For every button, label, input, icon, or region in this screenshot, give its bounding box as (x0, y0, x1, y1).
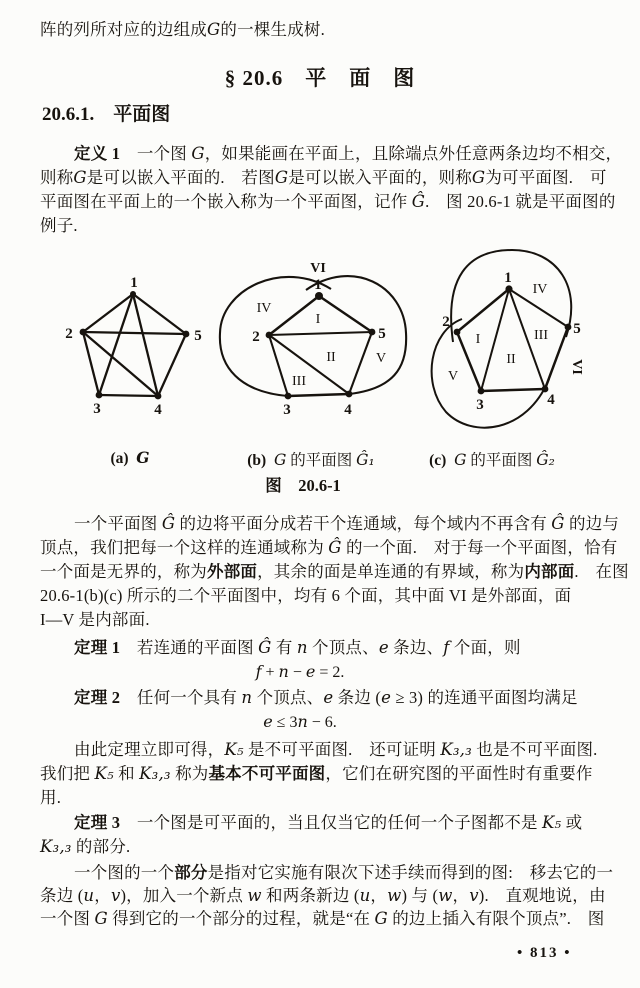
edge-1-2 (457, 289, 509, 332)
vertex-3 (478, 388, 485, 395)
theorem-3-line: K₃,₃ 的部分. (40, 837, 131, 856)
theorem-1-line: 定理 1 若连通的平面图 Ĝ 有 n 个顶点、e 条边、f 个面，则 (74, 638, 521, 657)
edge-2-3 (269, 335, 288, 396)
vertex-label-2: 2 (65, 326, 73, 342)
vertex-5 (565, 324, 572, 331)
vertex-4 (155, 393, 162, 400)
text-line: 定义 1 一个图 G，如果能画在平面上，且除端点外任意两条边均不相交， (74, 144, 623, 163)
face-label-IV: IV (532, 282, 548, 297)
vertex-label-3: 3 (283, 402, 291, 418)
faces-paragraph (40, 512, 629, 632)
face-label-I: I (315, 312, 321, 327)
vertex-label-2: 2 (252, 329, 260, 345)
edge-4-5 (158, 334, 186, 396)
vertex-label-4: 4 (154, 402, 162, 418)
vertex-label-2: 2 (442, 314, 450, 330)
graph-a (65, 275, 202, 418)
section-heading: § 20.6 平 面 图 (224, 66, 416, 90)
face-label-II: II (326, 350, 336, 365)
text-line: 一个面是无界的，称为外部面，其余的面是单连通的有界域，称为内部面. 在图 (40, 562, 629, 581)
vertex-3 (96, 392, 103, 399)
face-label-IV: IV (256, 301, 272, 316)
vertex-3 (285, 393, 292, 400)
vertex-4 (346, 391, 353, 398)
edge-1-3 (99, 294, 133, 395)
edge-1-5 (319, 296, 372, 332)
vertex-1 (130, 291, 136, 297)
vertex-label-1: 1 (130, 275, 138, 291)
text-line: 用. (40, 788, 62, 807)
edge-1-3 (481, 289, 509, 391)
edge-3-4 (481, 389, 545, 391)
edge-2-5 (269, 332, 372, 335)
face-label-V: V (447, 369, 459, 384)
graph-b (220, 261, 406, 418)
theorem-2-line: 定理 2 任何一个具有 n 个顶点、e 条边 (e ≥ 3) 的连通平面图均满足 (74, 688, 578, 707)
vertex-label-5: 5 (194, 328, 202, 344)
edge-1-2 (269, 296, 319, 335)
vertex-label-4: 4 (344, 402, 352, 418)
vertex-label-3: 3 (93, 401, 101, 417)
vertex-label-5: 5 (573, 321, 581, 337)
edge-bound-formula: e ≤ 3n − 6. (263, 712, 337, 731)
vertex-5 (369, 329, 376, 336)
vertex-label-5: 5 (378, 326, 386, 342)
text-line: 我们把 K₅ 和 K₃,₃ 称为基本不可平面图，它们在研究图的平面性时有重要作 (40, 764, 593, 783)
vertex-2 (454, 329, 461, 336)
part-paragraph (40, 861, 618, 930)
vertex-2 (266, 332, 273, 339)
theorem-3-block (40, 811, 618, 859)
face-label-II: II (506, 352, 516, 367)
vertex-5 (183, 331, 190, 338)
text-line: 平面图在平面上的一个嵌入称为一个平面图，记作 Ĝ. 图 20.6-1 就是平面图的 (40, 192, 616, 211)
figure-20-6-1 (0, 245, 640, 441)
edge-3-4 (288, 394, 349, 396)
face-label-V: V (375, 351, 387, 366)
caption-graph-b: (b) G 的平面图 Ĝ₁ (247, 451, 375, 469)
edge-2-3 (83, 332, 99, 395)
text-line: 一个图的一个部分是指对它实施有限次下述手续而得到的图: 移去它的一 (74, 863, 614, 882)
text-line: I—V 是内部面. (40, 610, 150, 629)
page-number: • 813 • (517, 945, 572, 961)
text-line: 20.6-1(b)(c) 所示的二个平面图中，均有 6 个面，其中面 VI 是外部面，面 (40, 586, 572, 605)
face-label-III: III (534, 328, 548, 343)
vertex-label-4: 4 (547, 392, 555, 408)
vertex-2 (80, 329, 87, 336)
subsection-heading: 20.6.1. 平面图 (42, 104, 171, 125)
vertex-1 (505, 285, 512, 292)
face-label-VI-rotated: VI (569, 359, 584, 375)
edge-2-4 (83, 332, 158, 396)
definition-paragraph (40, 142, 623, 238)
theorem-3-line: 定理 3 一个图是可平面的，当且仅当它的任何一个子图都不是 K₅ 或 (74, 813, 583, 832)
text-line: 例子. (40, 216, 78, 235)
text-line: 由此定理立即可得，K₅ 是不可平面图. 还可证明 K₃,₃ 也是不可平面图. (74, 740, 598, 759)
edge-2-5 (83, 332, 186, 334)
text-line: 则称G是可以嵌入平面的. 若图G是可以嵌入平面的，则称G为可平面图. 可 (40, 168, 607, 187)
caption-graph-c: (c) G 的平面图 Ĝ₂ (429, 451, 555, 469)
curved-edge-1-3 (220, 277, 331, 396)
vertex-label-3: 3 (476, 397, 484, 413)
face-label-I: I (475, 332, 481, 347)
figure-caption: 图 20.6-1 (265, 476, 341, 495)
edge-3-4 (99, 395, 158, 396)
edge-2-4 (269, 335, 349, 394)
text-line: 顶点，我们把每一个这样的连通域称为 Ĝ 的一个面. 对于每一个平面图，恰有 (40, 538, 618, 557)
caption-graph-a: (a) G (110, 448, 150, 467)
face-label-VI: VI (310, 261, 326, 276)
text-line: 一个平面图 Ĝ 的边将平面分成若干个连通域，每个域内不再含有 Ĝ 的边与 (74, 514, 620, 533)
vertex-label-1: 1 (314, 277, 322, 293)
text-line: 一个图 G 得到它的一个部分的过程，就是“在 G 的边上插入有限个顶点”. 图 (40, 909, 605, 928)
vertex-label-1: 1 (504, 270, 512, 286)
vertex-1 (315, 292, 323, 300)
text-line: 条边 (u，v)，加入一个新点 w 和两条新边 (u，w) 与 (w，v). 直观地说，由 (40, 886, 606, 905)
face-label-III: III (292, 374, 306, 389)
k5-paragraph (40, 738, 618, 810)
edge-4-5 (349, 332, 372, 394)
euler-formula: f + n − e = 2. (255, 662, 345, 681)
graph-c (432, 250, 584, 428)
vertex-dots (454, 285, 572, 394)
carryover-line: 阵的列所对应的边组成G的一棵生成树. (40, 20, 325, 39)
